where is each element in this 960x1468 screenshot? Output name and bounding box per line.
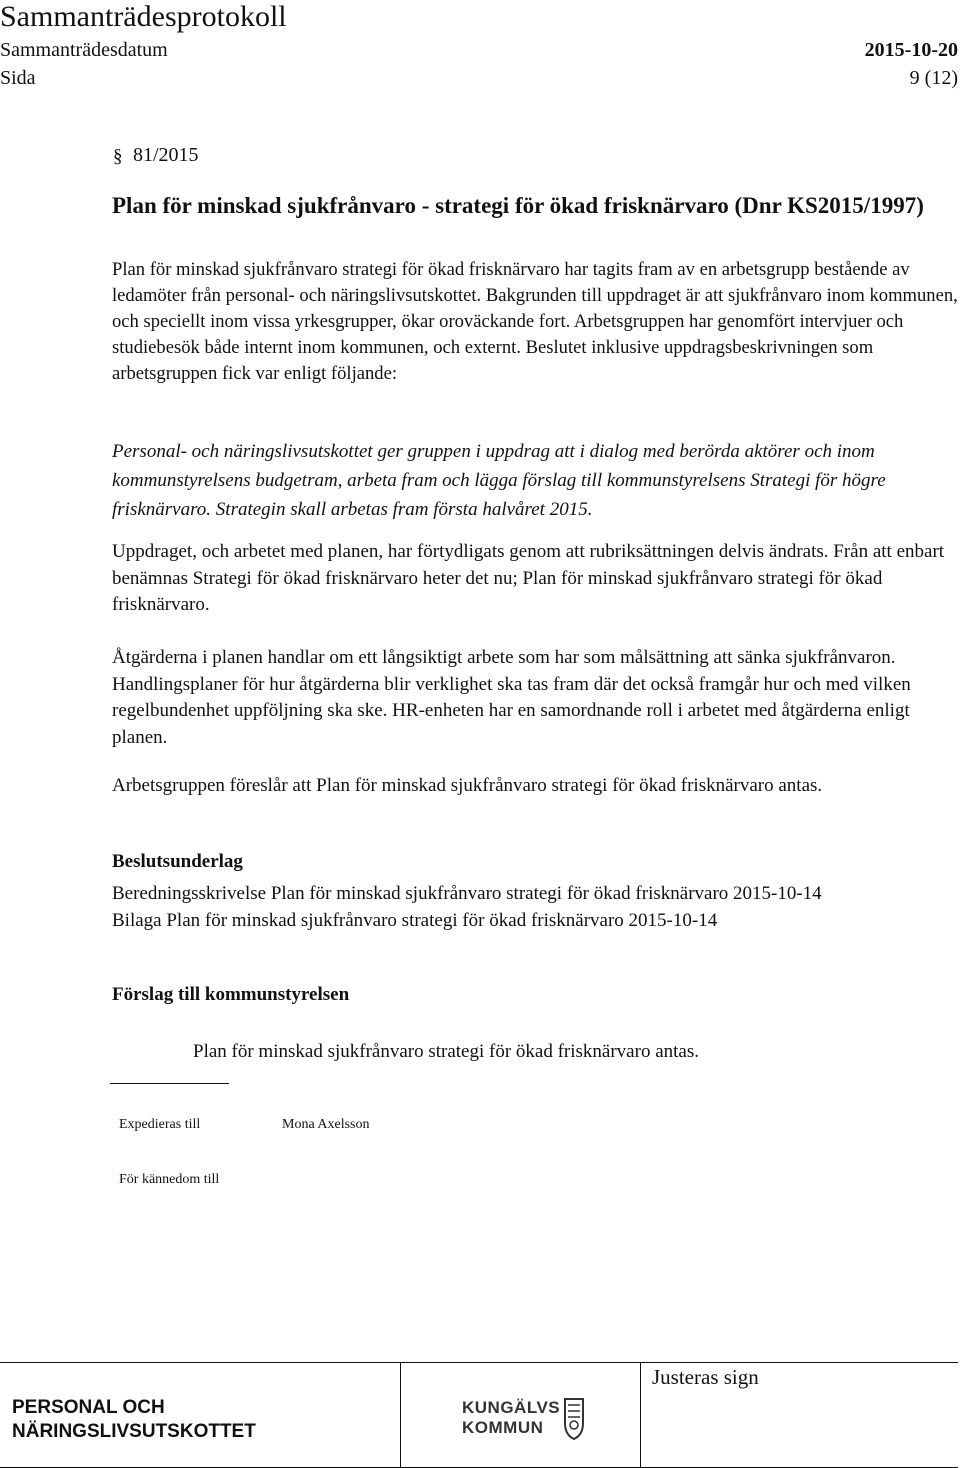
working-group-proposal: Arbetsgruppen föreslår att Plan för minskad sjukfrånvaro strategi för ökad frisknärvaro antas. xyxy=(112,775,823,796)
logo-line: KOMMUN xyxy=(462,1418,544,1437)
section-heading: Plan för minskad sjukfrånvaro - strategi för ökad frisknärvaro (Dnr KS2015/1997) xyxy=(112,193,924,218)
case-number: 81/2015 xyxy=(133,144,199,166)
dispatch-label: Expedieras till xyxy=(119,1117,201,1132)
footer-divider xyxy=(640,1363,641,1467)
decision-basis-item: Bilaga Plan för minskad sjukfrånvaro strategi för ökad frisknärvaro 2015-10-14 xyxy=(112,909,718,931)
assignment-quote: Personal- och näringslivsutskottet ger gruppen i uppdrag att i dialog med berörda aktörer och inom kommunstyrelsens budgetram, arbeta fram och lägga förslag till kommunstyrelsens Strategi för högre frisknärvaro. Strategin skall arbetas fram första halvåret 2015. xyxy=(112,441,886,520)
clarification-paragraph: Uppdraget, och arbetet med planen, har förtydligats genom att rubriksättningen delvis ändrats. Från att enbart benämnas Strategi för ökad frisknärvaro heter det nu; Plan för minskad sjukfrånvaro strategi för ökad frisknärvaro. xyxy=(112,541,945,615)
proposal-text: Plan för minskad sjukfrånvaro strategi för ökad frisknärvaro antas. xyxy=(193,1041,699,1062)
meeting-date-value: 2015-10-20 xyxy=(864,39,958,61)
logo-line: KUNGÄLVS xyxy=(462,1398,561,1417)
page-label: Sida xyxy=(0,67,36,89)
intro-paragraph: Plan för minskad sjukfrånvaro strategi för ökad frisknärvaro har tagits fram av en arbetsgrupp bestående av ledamöter från personal- och näringslivsutskottet. Bakgrunden till uppdraget är att sjukfrånvaro inom kommunen, och speciellt inom vissa yrkesgrupper, ökar oroväckande fort. Arbetsgruppen har genomfört intervjuer och studiebesök både internt inom kommunen, och externt. Beslutet inklusive uppdragsbeskrivningen som arbetsgruppen fick var enligt följande: xyxy=(112,259,958,384)
logo-wordmark xyxy=(462,1398,560,1438)
signature-divider xyxy=(110,1083,229,1084)
dispatch-recipient: Mona Axelsson xyxy=(282,1117,370,1132)
committee-name-line: NÄRINGSLIVSUTSKOTTET xyxy=(12,1421,256,1442)
document-title: Sammanträdesprotokoll xyxy=(0,0,287,33)
paragraph-mark: § xyxy=(113,146,123,167)
measures-paragraph: Åtgärderna i planen handlar om ett långsiktigt arbete som har som målsättning att sänka sjukfrånvaron. Handlingsplaner för hur åtgärderna blir verklighet ska tas fram där det också framgår hur och med vilken regelbundenhet uppföljning ska ske. HR-enheten har en samordnande roll i arbetet med åtgärderna enligt planen. xyxy=(112,647,911,748)
proposal-heading: Förslag till kommunstyrelsen xyxy=(112,984,350,1005)
decision-basis-list xyxy=(112,881,960,934)
page-number: 9 (12) xyxy=(909,67,958,89)
decision-basis-item: Beredningsskrivelse Plan för minskad sjukfrånvaro strategi för ökad frisknärvaro 2015-10-14 xyxy=(112,883,822,904)
meeting-date-label: Sammanträdesdatum xyxy=(0,39,168,61)
committee-name-line: PERSONAL OCH xyxy=(12,1397,165,1418)
committee-name xyxy=(12,1396,256,1444)
notify-label: För kännedom till xyxy=(119,1172,220,1187)
footer-divider xyxy=(400,1363,401,1467)
decision-basis-heading: Beslutsunderlag xyxy=(112,851,243,872)
signature-label: Justeras sign xyxy=(652,1365,759,1389)
